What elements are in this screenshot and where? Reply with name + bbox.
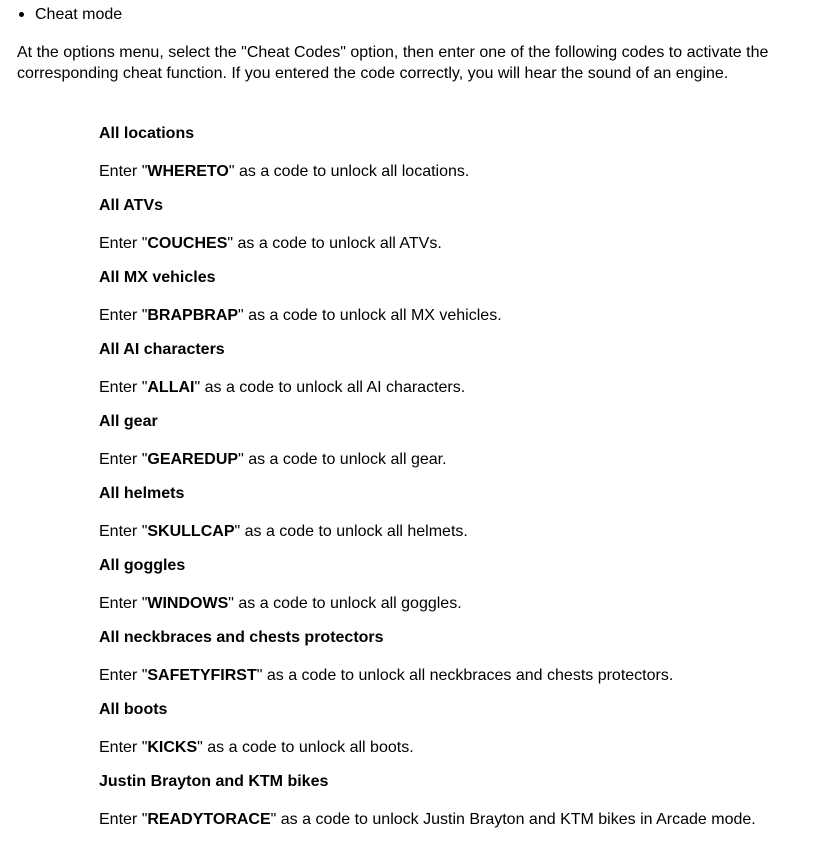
enter-prefix: Enter " xyxy=(99,739,148,756)
cheat-title: All neckbraces and chests protectors xyxy=(99,629,384,646)
cheat-title: All gear xyxy=(99,413,158,430)
cheat-effect: " as a code to unlock all ATVs. xyxy=(227,235,442,252)
cheat-code: WINDOWS xyxy=(147,595,229,612)
cheat-code: COUCHES xyxy=(147,235,228,252)
cheat-description xyxy=(99,377,789,398)
cheat-description xyxy=(99,233,789,254)
cheat-description xyxy=(99,521,789,542)
enter-prefix: Enter " xyxy=(99,451,148,468)
cheat-code: READYTORACE xyxy=(147,811,271,828)
cheat-item xyxy=(99,483,789,542)
cheat-description xyxy=(99,305,789,326)
cheat-title: Justin Brayton and KTM bikes xyxy=(99,773,329,790)
cheat-effect: " as a code to unlock all locations. xyxy=(228,163,470,180)
cheat-description xyxy=(99,737,789,758)
cheat-effect: " as a code to unlock all AI characters. xyxy=(194,379,466,396)
cheat-description xyxy=(99,161,789,182)
cheat-effect: " as a code to unlock all goggles. xyxy=(228,595,462,612)
cheat-description xyxy=(99,593,789,614)
enter-prefix: Enter " xyxy=(99,307,148,324)
cheat-code: SAFETYFIRST xyxy=(147,667,257,684)
cheat-code: GEAREDUP xyxy=(147,451,239,468)
cheat-item xyxy=(99,555,789,614)
cheat-title: All AI characters xyxy=(99,341,225,358)
intro-paragraph: At the options menu, select the "Cheat Codes" option, then enter one of the following codes to activate the corresponding cheat function. If you entered the code correctly, you will hear the sound of an engine. xyxy=(17,44,769,82)
enter-prefix: Enter " xyxy=(99,595,148,612)
cheat-title: All helmets xyxy=(99,485,185,502)
enter-prefix: Enter " xyxy=(99,163,148,180)
section-bullet xyxy=(17,4,122,25)
cheat-item xyxy=(99,195,789,254)
cheat-code: BRAPBRAP xyxy=(147,307,239,324)
enter-prefix: Enter " xyxy=(99,667,148,684)
cheat-code: KICKS xyxy=(147,739,198,756)
cheat-effect: " as a code to unlock Justin Brayton and KTM bikes in Arcade mode. xyxy=(270,811,756,828)
cheat-item xyxy=(99,771,789,830)
cheat-description xyxy=(99,809,789,830)
cheat-title: All ATVs xyxy=(99,197,164,214)
cheat-item xyxy=(99,339,789,398)
cheat-description xyxy=(99,665,789,686)
cheat-effect: " as a code to unlock all gear. xyxy=(238,451,447,468)
enter-prefix: Enter " xyxy=(99,523,148,540)
bullet-dot-icon xyxy=(19,12,24,17)
cheat-description xyxy=(99,449,789,470)
cheat-code: SKULLCAP xyxy=(147,523,235,540)
enter-prefix: Enter " xyxy=(99,811,148,828)
cheat-code: ALLAI xyxy=(147,379,195,396)
cheat-item xyxy=(99,411,789,470)
cheat-item xyxy=(99,267,789,326)
cheat-effect: " as a code to unlock all helmets. xyxy=(234,523,468,540)
cheat-effect: " as a code to unlock all boots. xyxy=(197,739,414,756)
cheat-title: All goggles xyxy=(99,557,186,574)
cheat-code: WHERETO xyxy=(147,163,229,180)
cheat-item xyxy=(99,123,789,182)
enter-prefix: Enter " xyxy=(99,235,148,252)
cheat-title: All locations xyxy=(99,125,195,142)
cheat-item xyxy=(99,627,789,686)
cheat-title: All boots xyxy=(99,701,168,718)
cheat-title: All MX vehicles xyxy=(99,269,216,286)
cheat-effect: " as a code to unlock all MX vehicles. xyxy=(238,307,502,324)
cheat-item xyxy=(99,699,789,758)
cheat-list xyxy=(99,123,789,843)
enter-prefix: Enter " xyxy=(99,379,148,396)
section-title: Cheat mode xyxy=(35,6,123,23)
cheat-effect: " as a code to unlock all neckbraces and chests protectors. xyxy=(256,667,674,684)
